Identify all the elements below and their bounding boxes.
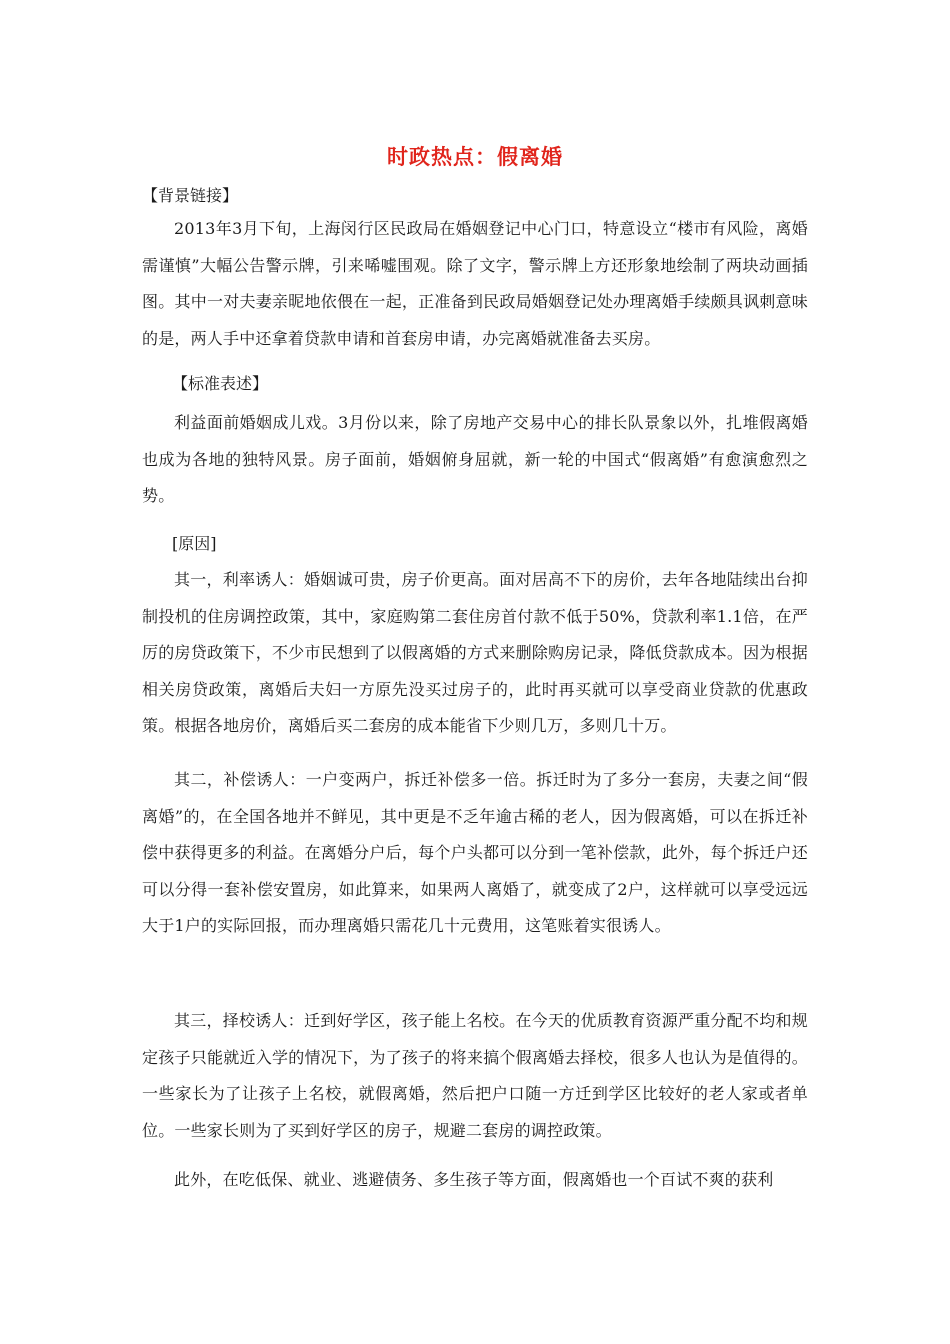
- section-heading-background: 【背景链接】: [142, 186, 239, 205]
- section-heading-reasons: [原因]: [172, 534, 217, 553]
- section-heading-standard: 【标准表述】: [172, 374, 269, 393]
- paragraph-reason-interest: 其一，利率诱人：婚姻诚可贵，房子价更高。面对居高不下的房价，去年各地陆续出台抑制投机的住房调控政策，其中，家庭购第二套住房首付款不低于50%，贷款利率1.1倍，在严厉的房贷政策下，不少市民想到了以假离婚的方式来删除购房记录，降低贷款成本。因为根据相关房贷政策，离婚后夫妇一方原先没买过房子的，此时再买就可以享受商业贷款的优惠政策。根据各地房价，离婚后买二套房的成本能省下少则几万，多则几十万。: [142, 570, 808, 736]
- paragraph-reason-compensation: 其二，补偿诱人：一户变两户，拆迁补偿多一倍。拆迁时为了多分一套房，夫妻之间“假离婚”的，在全国各地并不鲜见，其中更是不乏年逾古稀的老人，因为假离婚，可以在拆迁补偿中获得更多的利益。在离婚分户后，每个户头都可以分到一笔补偿款，此外，每个拆迁户还可以分得一套补偿安置房，如此算来，如果两人离婚了，就变成了2户，这样就可以享受远远大于1户的实际回报，而办理离婚只需花几十元费用，这笔账着实很诱人。: [142, 770, 808, 936]
- paragraph-other-reasons: 此外，在吃低保、就业、逃避债务、多生孩子等方面，假离婚也一个百试不爽的获利: [174, 1170, 774, 1189]
- paragraph-standard: 利益面前婚姻成儿戏。3月份以来，除了房地产交易中心的排长队景象以外，扎堆假离婚也成为各地的独特风景。房子面前，婚姻俯身屈就，新一轮的中国式“假离婚”有愈演愈烈之势。: [142, 413, 808, 506]
- document-title: 时政热点：假离婚: [387, 144, 563, 169]
- paragraph-background: 2013年3月下旬，上海闵行区民政局在婚姻登记中心门口，特意设立“楼市有风险，离婚需谨慎”大幅公告警示牌，引来唏嘘围观。除了文字，警示牌上方还形象地绘制了两块动画插图。其中一对夫妻亲昵地依偎在一起，正准备到民政局婚姻登记处办理离婚手续颇具讽刺意味的是，两人手中还拿着贷款申请和首套房申请，办完离婚就准备去买房。: [142, 219, 808, 348]
- paragraph-reason-school: 其三，择校诱人：迁到好学区，孩子能上名校。在今天的优质教育资源严重分配不均和规定孩子只能就近入学的情况下，为了孩子的将来搞个假离婚去择校，很多人也认为是值得的。一些家长为了让孩子上名校，就假离婚，然后把户口随一方迁到学区比较好的老人家或者单位。一些家长则为了买到好学区的房子，规避二套房的调控政策。: [142, 1011, 808, 1140]
